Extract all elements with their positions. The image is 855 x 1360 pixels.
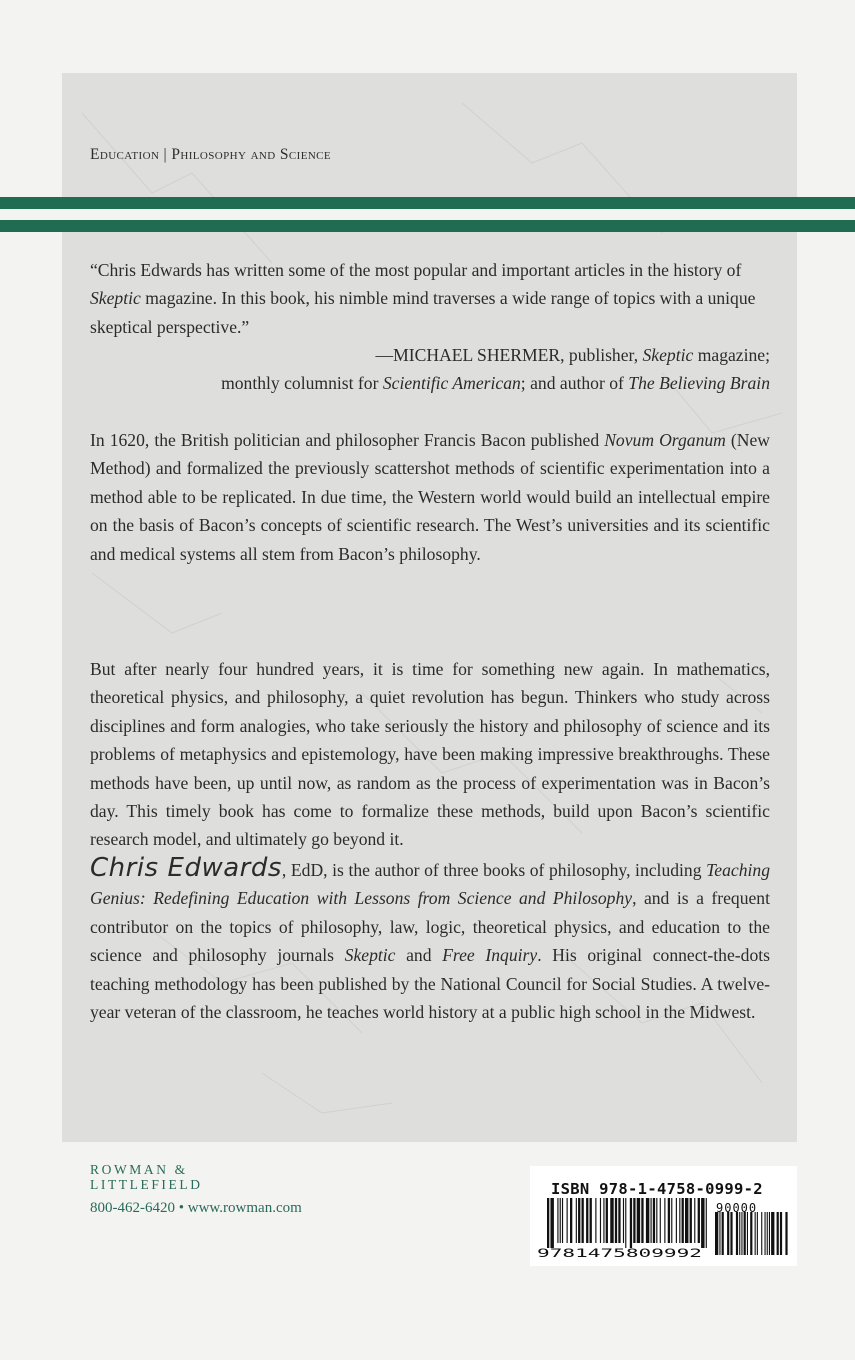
bio-journal-2: Free Inquiry xyxy=(442,945,538,966)
barcode-addon-bar xyxy=(785,1212,787,1255)
barcode-bar xyxy=(706,1198,707,1248)
barcode-bar xyxy=(685,1198,688,1243)
category-label: Education | Philosophy and Science xyxy=(90,146,332,163)
publisher-line1: ROWMAN & xyxy=(90,1162,188,1177)
barcode-bar xyxy=(576,1198,577,1243)
barcode-bar xyxy=(682,1198,684,1243)
barcode-bar xyxy=(618,1198,620,1243)
barcode-bar xyxy=(637,1198,640,1243)
bio-book-title: Teaching Genius: Redefining Education with Lessons from Science and Philosophy xyxy=(90,860,770,909)
contact-separator: • xyxy=(178,1200,185,1216)
barcode-addon-bar xyxy=(765,1212,766,1255)
isbn-barcode xyxy=(530,1166,797,1266)
barcode-addon-bar xyxy=(741,1212,742,1255)
barcode-addon-bar xyxy=(757,1212,758,1255)
barcode-addon-bar xyxy=(750,1212,752,1255)
isbn-text: ISBN 978-1-4758-0999-2 xyxy=(551,1180,763,1198)
barcode-bar xyxy=(690,1198,692,1243)
barcode-addon-bar xyxy=(767,1212,768,1255)
barcode-addon-bar xyxy=(730,1212,732,1255)
barcode-addon-bar xyxy=(736,1212,738,1255)
bio-and: and xyxy=(395,945,443,966)
barcode-bar xyxy=(557,1198,558,1243)
barcode-digits: 9781475809992 xyxy=(537,1246,702,1260)
quote-attribution-line2 xyxy=(90,369,770,397)
green-stripe-top xyxy=(0,197,855,209)
barcode-bar xyxy=(641,1198,643,1243)
attrib1-magazine: Skeptic xyxy=(642,345,694,365)
bio-rest: . His original connect-the-dots teaching methodology has been published by the National Council for Social Studies. A twelve-year veteran of the classroom, he teaches world history at a public high school in the Midwest. xyxy=(90,945,770,1023)
publisher-phone: 800-462-6420 xyxy=(90,1200,175,1216)
barcode-addon-bar xyxy=(771,1212,774,1255)
barcode-addon-bar xyxy=(761,1212,762,1255)
barcode-bar xyxy=(547,1198,549,1248)
publisher-logo xyxy=(90,1162,203,1192)
barcode-bar xyxy=(653,1198,655,1243)
barcode-bar xyxy=(562,1198,563,1243)
barcode-bar xyxy=(590,1198,592,1243)
barcode-bar xyxy=(698,1198,700,1243)
barcode-bar xyxy=(701,1198,704,1248)
author-bio xyxy=(90,854,770,1026)
barcode-bar xyxy=(664,1198,665,1243)
barcode-bar xyxy=(633,1198,635,1243)
barcode-bar xyxy=(603,1198,604,1243)
barcode-bar xyxy=(660,1198,661,1243)
quote-text-rest: magazine. In this book, his nimble mind traverses a wide range of topics with a unique skeptical perspective.” xyxy=(90,288,756,337)
endorsement-quote xyxy=(90,256,770,341)
para1-pre: In 1620, the British politician and philosopher Francis Bacon published xyxy=(90,430,605,450)
barcode-bar xyxy=(610,1198,613,1243)
quote-text-start: “Chris Edwards has written some of the most popular and important articles in the history of xyxy=(90,260,742,280)
barcode-bar xyxy=(595,1198,596,1243)
barcode-bar xyxy=(630,1198,632,1248)
barcode-bar xyxy=(578,1198,580,1243)
quote-magazine: Skeptic xyxy=(90,288,141,309)
barcode-bar xyxy=(560,1198,561,1243)
publisher-line2: LITTLEFIELD xyxy=(90,1177,203,1192)
barcode-bar xyxy=(600,1198,601,1243)
barcode-addon-bar xyxy=(739,1212,740,1255)
attrib2-publication: Scientific American xyxy=(382,373,521,393)
attrib2-book: The Believing Brain xyxy=(628,373,770,393)
barcode-addon-bar xyxy=(722,1212,724,1255)
barcode-bar xyxy=(567,1198,568,1243)
barcode-bar xyxy=(646,1198,649,1243)
barcode-bar xyxy=(550,1198,553,1248)
barcode-bar xyxy=(615,1198,617,1243)
barcode-addon-bar xyxy=(727,1212,729,1255)
para1-post: (New Method) and formalized the previously scattershot methods of scientific experimentation into a method able to be replicated. In due time, the Western world would build an intellectual empire on the basis of Bacon’s concepts of scientific research. The West’s universities and its scientific and medical systems all stem from Bacon’s philosophy. xyxy=(90,430,770,564)
barcode-bar xyxy=(586,1198,588,1243)
publisher-website[interactable]: www.rowman.com xyxy=(187,1200,302,1216)
para2-text: But after nearly four hundred years, it is time for something new again. In mathematics, theoretical physics, and philosophy, a quiet revolution has begun. Thinkers who study across disciplines and form analogies, who take seriously the history and philosophy of science and its problems of metaphysics and epistemology, have been making impressive breakthroughs. These methods have been, up until now, as random as the process of experimentation was in Bacon’s day. This timely book has come to formalize these methods, build upon Bacon’s scientific research model, and ultimately go beyond it. xyxy=(90,659,770,850)
barcode-addon-bar xyxy=(755,1212,756,1255)
para1-book-title: Novum Organum xyxy=(604,430,726,450)
barcode-addon-bar xyxy=(715,1212,718,1255)
bio-mid: , and is a frequent contributor on the topics of philosophy, law, logic, theoretical physics, and education to the science and philosophy journals xyxy=(90,888,770,966)
attrib1-post: magazine; xyxy=(693,345,770,365)
barcode-addon-bar xyxy=(769,1212,770,1255)
barcode-bar xyxy=(694,1198,695,1243)
publisher-contact xyxy=(90,1200,302,1217)
attrib2-pre: monthly columnist for xyxy=(221,373,383,393)
quote-attribution-line1 xyxy=(90,341,770,369)
description-paragraph-2 xyxy=(90,655,770,854)
green-stripe-bottom xyxy=(0,220,855,232)
barcode-bar xyxy=(625,1198,626,1248)
barcode-bar xyxy=(679,1198,680,1243)
barcode-bar xyxy=(671,1198,672,1243)
barcode-addon-bar xyxy=(777,1212,779,1255)
barcode-bar xyxy=(623,1198,624,1243)
barcode-addon-bar xyxy=(744,1212,746,1255)
barcode-addon-bar xyxy=(780,1212,782,1255)
stripe-gap xyxy=(0,209,855,220)
bio-after-name: , EdD, is the author of three books of philosophy, including xyxy=(281,860,707,880)
barcode-bar xyxy=(606,1198,608,1243)
barcode-bar xyxy=(676,1198,677,1243)
barcode-price-code: 90000 xyxy=(716,1201,758,1215)
barcode-bar xyxy=(651,1198,652,1243)
barcode-bar xyxy=(656,1198,657,1243)
barcode-bar xyxy=(668,1198,670,1243)
description-paragraph-1 xyxy=(90,426,770,568)
barcode-addon-bar xyxy=(747,1212,748,1255)
barcode-addon-bar xyxy=(719,1212,720,1255)
attrib1-pre: —MICHAEL SHERMER, publisher, xyxy=(375,345,643,365)
barcode-bar xyxy=(570,1198,572,1243)
bio-journal-1: Skeptic xyxy=(344,945,396,966)
attrib2-mid: ; and author of xyxy=(520,373,629,393)
author-name: Chris Edwards xyxy=(90,853,282,883)
barcode-bar xyxy=(582,1198,584,1243)
